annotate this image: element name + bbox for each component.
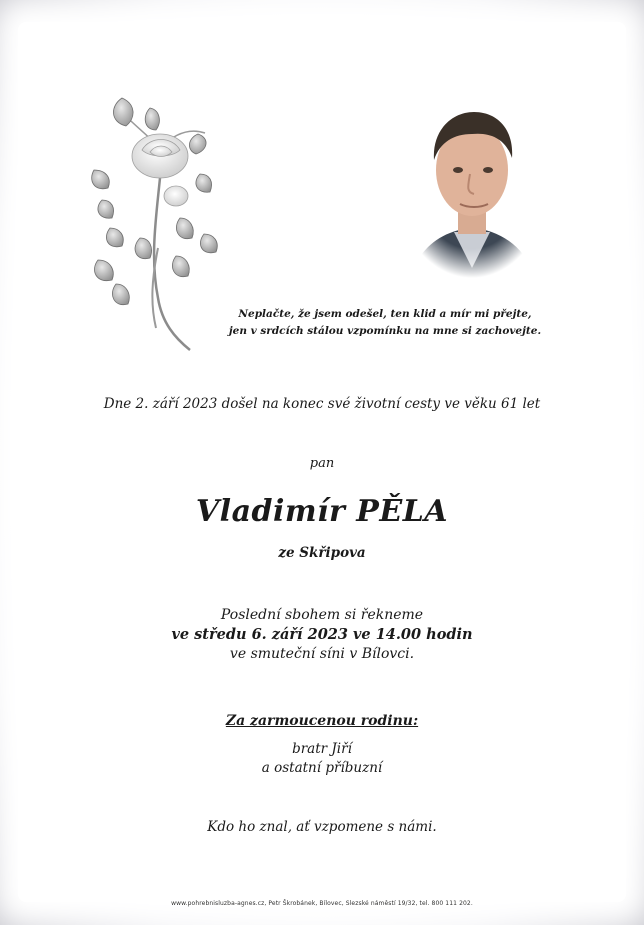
funeral-service-footer: www.pohrebnisluzba-agnes.cz, Petr Škrobánek, Bílovec, Slezské náměstí 19/32, tel. 800 111 202. [171, 900, 473, 907]
funeral-location: ve smuteční síni v Bílovci. [229, 646, 415, 662]
deceased-origin: ze Skřipova [278, 545, 366, 561]
portrait-photo [402, 100, 542, 278]
salutation: pan [309, 456, 335, 471]
family-heading [0, 713, 644, 729]
farewell-intro: Poslední sbohem si řekneme [220, 607, 424, 623]
funeral-datetime: ve středu 6. září 2023 ve 14.00 hodin [171, 626, 473, 643]
death-announcement: Dne 2. září 2023 došel na konec své životní cesty ve věku 61 let [103, 396, 541, 412]
family-member: bratr Jiří [292, 741, 352, 757]
family-member: a ostatní příbuzní [261, 760, 383, 776]
deceased-name: Vladimír PĚLA [195, 494, 449, 529]
family-heading-text: Za zarmoucenou rodinu: [225, 713, 419, 729]
verse-line: jen v srdcích stálou vzpomínku na mne si zachovejte. [228, 325, 542, 337]
verse-line: Neplačte, že jsem odešel, ten klid a mír mi přejte, [238, 308, 532, 320]
closing-line: Kdo ho znal, ať vzpomene s námi. [207, 819, 437, 835]
memorial-verse [210, 306, 560, 340]
